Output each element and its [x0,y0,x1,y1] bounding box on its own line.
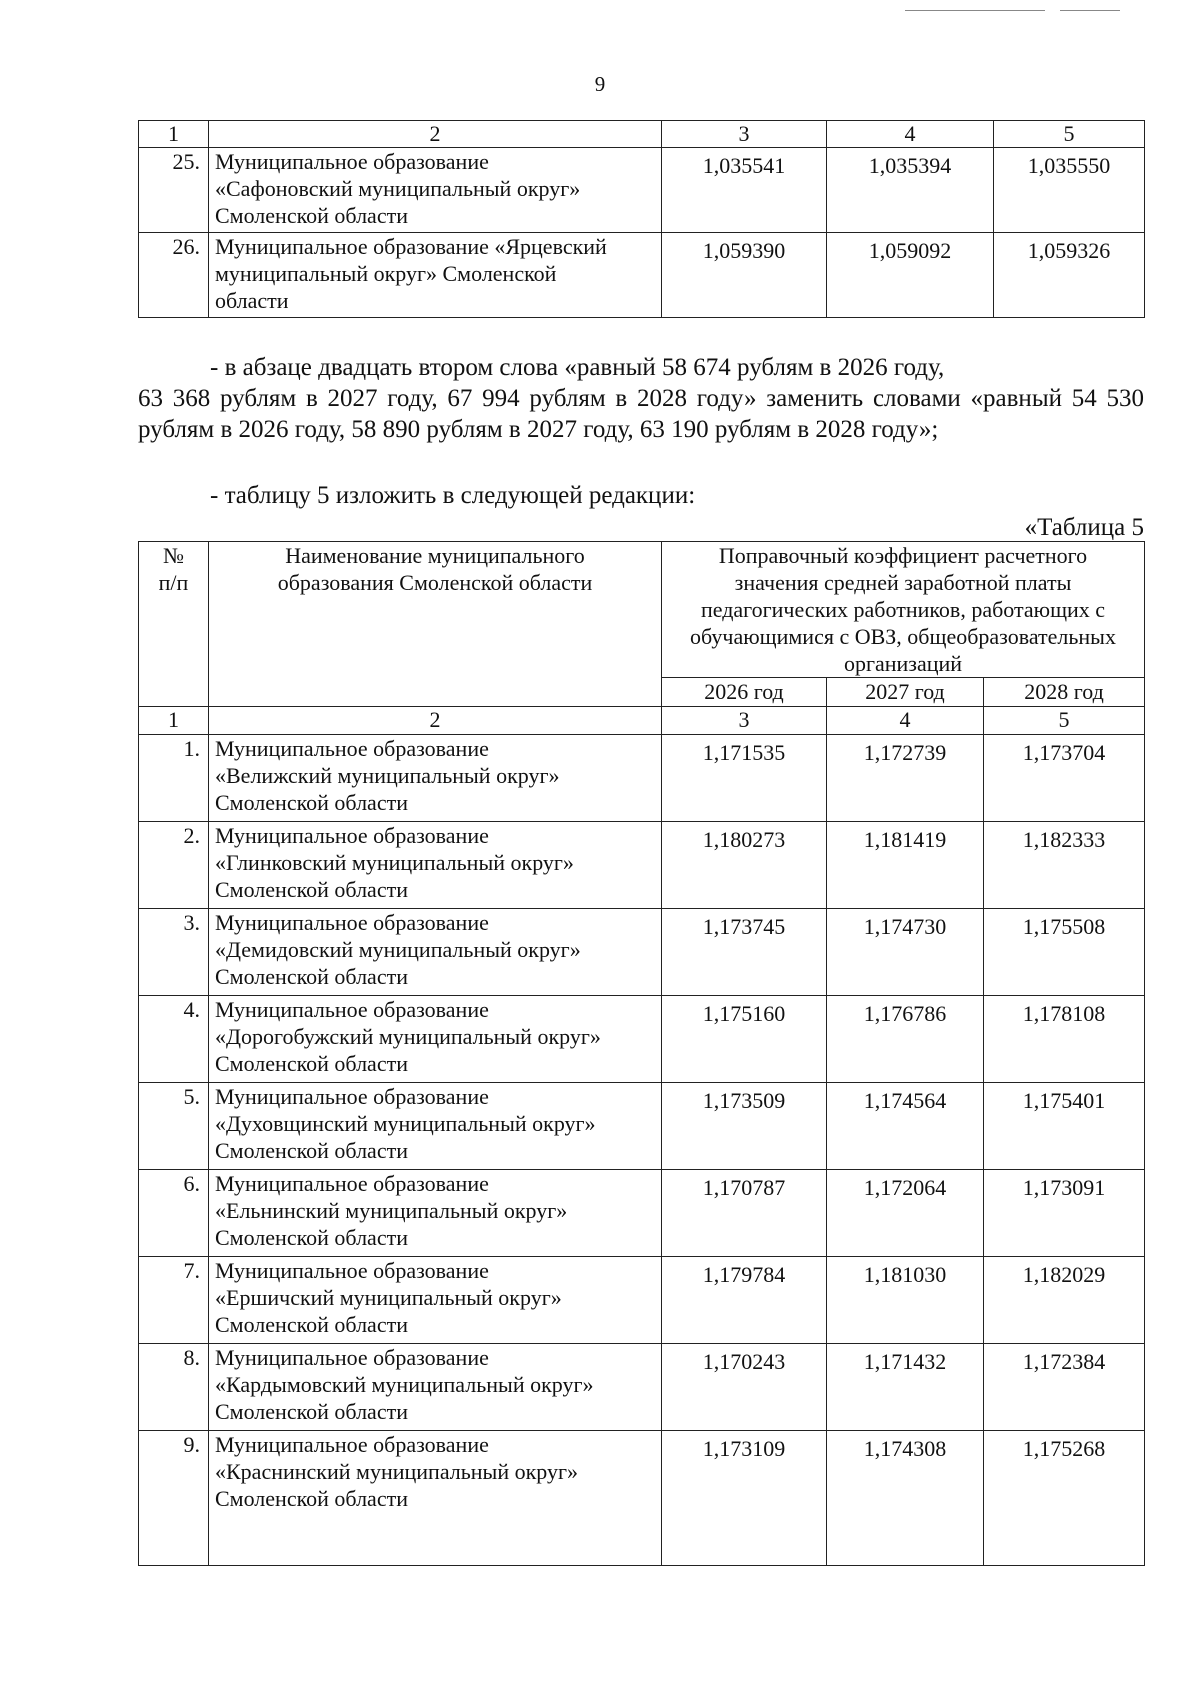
table-5-body [139,735,1145,1566]
coefficient-value: 1,172064 [827,1170,984,1257]
column-number: 3 [662,121,827,148]
table-caption: «Таблица 5 [1024,514,1144,541]
column-number: 5 [984,707,1145,735]
row-number: 2. [139,822,209,909]
table-column-numbers-row [139,707,1145,735]
amendment-paragraph [138,352,1144,445]
row-number: 4. [139,996,209,1083]
municipality-name: Муниципальное образование «Демидовский муниципальный округ» Смоленской области [209,909,662,996]
row-number: 7. [139,1257,209,1344]
coefficient-value: 1,035394 [827,148,994,233]
coefficient-value: 1,178108 [984,996,1145,1083]
municipality-name: Муниципальное образование «Ершичский муниципальный округ» Смоленской области [209,1257,662,1344]
table-row [139,1257,1145,1344]
coefficient-value: 1,175508 [984,909,1145,996]
municipality-name: Муниципальное образование «Сафоновский муниципальный округ» Смоленской области [209,148,662,233]
coefficient-value: 1,182333 [984,822,1145,909]
coefficient-value: 1,174730 [827,909,984,996]
column-number: 1 [139,121,209,148]
coefficient-value: 1,173509 [662,1083,827,1170]
table-header-row [139,542,1145,678]
coefficient-value: 1,174564 [827,1083,984,1170]
table-row [139,1083,1145,1170]
column-number: 3 [662,707,827,735]
coefficient-value: 1,179784 [662,1257,827,1344]
coefficient-value: 1,173091 [984,1170,1145,1257]
coefficient-value: 1,173109 [662,1431,827,1566]
column-number: 4 [827,707,984,735]
coefficient-value: 1,035550 [994,148,1145,233]
table-row [139,822,1145,909]
coefficient-value: 1,182029 [984,1257,1145,1344]
table-5 [138,541,1145,1566]
table-continuation [138,120,1145,318]
amendment-paragraph-line1: - в абзаце двадцать втором слова «равный 58 674 рублям в 2026 году, [210,354,945,381]
coefficient-value: 1,181030 [827,1257,984,1344]
municipality-name: Муниципальное образование «Велижский муниципальный округ» Смоленской области [209,735,662,822]
header-municipality: Наименование муниципального образования Смоленской области [209,542,662,707]
coefficient-value: 1,059390 [662,233,827,318]
municipality-name: Муниципальное образование «Ярцевский муниципальный округ» Смоленской области [209,233,662,318]
scan-edge-mark [905,10,1045,11]
row-number: 26. [139,233,209,318]
column-number: 2 [209,707,662,735]
page-number: 9 [594,72,606,96]
municipality-name: Муниципальное образование «Ельнинский муниципальный округ» Смоленской области [209,1170,662,1257]
row-number: 8. [139,1344,209,1431]
table-row [139,1431,1145,1566]
amendment-paragraph-rest: 63 368 рублям в 2027 году, 67 994 рублям в 2028 году» заменить словами «равный 54 530 рублям в 2026 году, 58 890 рублям в 2027 году, 63 190 рублям в 2028 году»; [138,385,1144,443]
scan-edge-mark [1060,10,1120,11]
municipality-name: Муниципальное образование «Духовщинский муниципальный округ» Смоленской области [209,1083,662,1170]
header-year: 2026 год [662,678,827,707]
table-row [139,735,1145,822]
municipality-name: Муниципальное образование «Кардымовский муниципальный округ» Смоленской области [209,1344,662,1431]
coefficient-value: 1,180273 [662,822,827,909]
header-year: 2028 год [984,678,1145,707]
column-number: 2 [209,121,662,148]
table-column-numbers-row [139,121,1145,148]
coefficient-value: 1,176786 [827,996,984,1083]
row-number: 1. [139,735,209,822]
table-row [139,996,1145,1083]
municipality-name: Муниципальное образование «Дорогобужский муниципальный округ» Смоленской области [209,996,662,1083]
coefficient-value: 1,059092 [827,233,994,318]
column-number: 5 [994,121,1145,148]
coefficient-value: 1,171535 [662,735,827,822]
coefficient-value: 1,173745 [662,909,827,996]
row-number: 5. [139,1083,209,1170]
coefficient-value: 1,172384 [984,1344,1145,1431]
header-coefficient: Поправочный коэффициент расчетного значения средней заработной платы педагогических работников, работающих с обучающимися с ОВЗ, общеобразовательных организаций [662,542,1145,678]
table-row [139,148,1145,233]
table-replacement-paragraph: - таблицу 5 изложить в следующей редакции: [210,482,696,509]
column-number: 1 [139,707,209,735]
coefficient-value: 1,170787 [662,1170,827,1257]
header-year: 2027 год [827,678,984,707]
municipality-name: Муниципальное образование «Глинковский муниципальный округ» Смоленской области [209,822,662,909]
table-row [139,909,1145,996]
coefficient-value: 1,172739 [827,735,984,822]
coefficient-value: 1,174308 [827,1431,984,1566]
row-number: 6. [139,1170,209,1257]
coefficient-value: 1,035541 [662,148,827,233]
coefficient-value: 1,175401 [984,1083,1145,1170]
municipality-name: Муниципальное образование «Краснинский муниципальный округ» Смоленской области [209,1431,662,1566]
coefficient-value: 1,175268 [984,1431,1145,1566]
header-number: № п/п [139,542,209,707]
coefficient-value: 1,171432 [827,1344,984,1431]
coefficient-value: 1,181419 [827,822,984,909]
table-row [139,1170,1145,1257]
coefficient-value: 1,059326 [994,233,1145,318]
row-number: 25. [139,148,209,233]
row-number: 9. [139,1431,209,1566]
table-row [139,233,1145,318]
coefficient-value: 1,170243 [662,1344,827,1431]
table-row [139,1344,1145,1431]
column-number: 4 [827,121,994,148]
coefficient-value: 1,175160 [662,996,827,1083]
row-number: 3. [139,909,209,996]
coefficient-value: 1,173704 [984,735,1145,822]
